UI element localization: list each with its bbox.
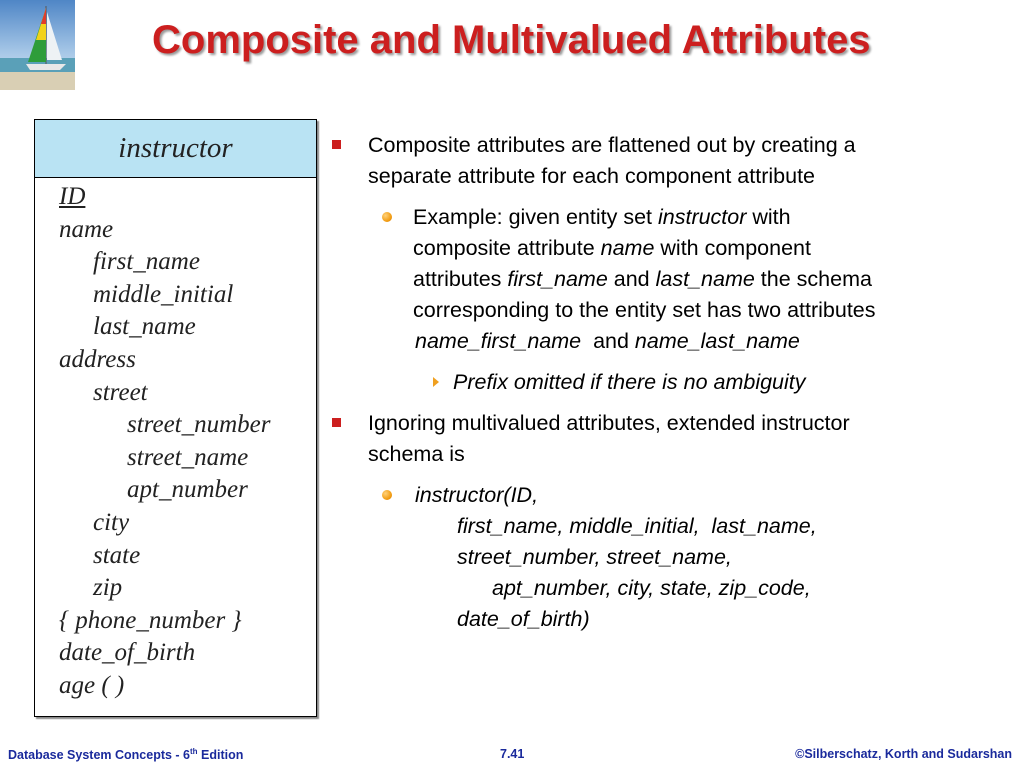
bullet-2-line-1: Ignoring multivalued attributes, extended instructor: [368, 411, 850, 435]
entity-attribute: ID: [59, 183, 86, 210]
square-bullet-icon: [332, 140, 341, 149]
square-bullet-icon: [332, 418, 341, 427]
sub-bullet-1-line-2: composite attribute name with component: [413, 236, 811, 260]
bullet-1-line-1: Composite attributes are flattened out by creating a: [368, 133, 856, 157]
entity-attribute: address: [59, 346, 136, 373]
entity-attribute: street: [93, 378, 148, 406]
sub-bullet-1-line-5: name_first_name and name_last_name: [415, 329, 800, 353]
entity-attribute: date_of_birth: [59, 639, 196, 667]
entity-attribute: last_name: [93, 313, 196, 341]
bullet-2-line-2: schema is: [368, 442, 465, 466]
schema-line-5: date_of_birth): [457, 607, 590, 631]
sub-bullet-1-line-4: corresponding to the entity set has two attributes: [413, 298, 876, 322]
schema-line-4: apt_number, city, state, zip_code,: [492, 576, 811, 600]
schema-line-1: instructor(ID,: [415, 483, 539, 507]
slide-title: Composite and Multivalued Attributes: [152, 18, 871, 62]
sailboat-photo: [0, 0, 75, 90]
entity-attribute: street_number: [127, 411, 271, 439]
footer-copyright: ©Silberschatz, Korth and Sudarshan: [795, 747, 1012, 761]
footer-book-title: Database System Concepts - 6th Edition: [8, 747, 244, 763]
entity-attribute: age ( ): [59, 672, 125, 699]
entity-name: instructor: [35, 120, 316, 178]
schema-line-3: street_number, street_name,: [457, 545, 732, 569]
arrow-bullet-icon: [433, 377, 439, 387]
entity-attribute: street_name: [127, 443, 249, 471]
round-bullet-icon: [382, 490, 392, 500]
entity-attribute: zip: [93, 574, 123, 602]
entity-attribute: city: [93, 509, 130, 536]
sub-bullet-1-line-1: Example: given entity set instructor with: [413, 205, 791, 229]
schema-line-2: first_name, middle_initial, last_name,: [457, 514, 817, 538]
entity-attribute: first_name: [93, 248, 200, 276]
entity-attribute: state: [93, 541, 141, 569]
footer-page-number: 7.41: [500, 747, 525, 761]
bullet-1-line-2: separate attribute for each component attribute: [368, 164, 815, 188]
round-bullet-icon: [382, 212, 392, 222]
sub-bullet-1-line-3: attributes first_name and last_name the schema: [413, 267, 872, 291]
entity-attribute: middle_initial: [93, 280, 234, 308]
entity-attribute: { phone_number }: [59, 606, 242, 634]
entity-attribute: apt_number: [127, 476, 248, 504]
sub-sub-bullet: Prefix omitted if there is no ambiguity: [453, 370, 806, 394]
entity-box: [34, 119, 317, 717]
entity-attribute: name: [59, 215, 114, 243]
